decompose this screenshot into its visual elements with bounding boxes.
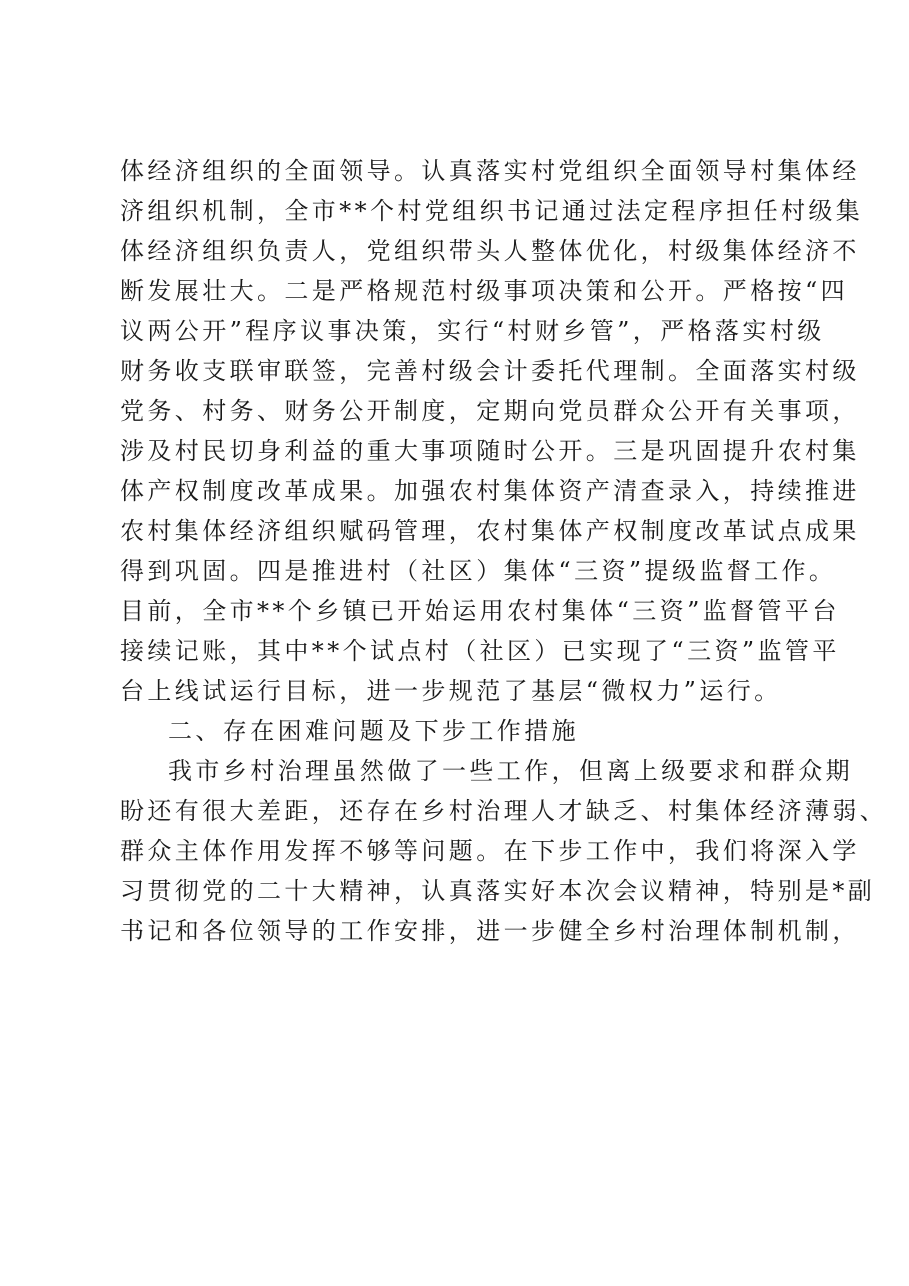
text-line: 济组织机制，全市**个村党组织书记通过法定程序担任村级集 bbox=[120, 197, 864, 225]
text-line: 党务、村务、财务公开制度，定期向党员群众公开有关事项， bbox=[120, 397, 860, 425]
text-line: 台上线试运行目标，进一步规范了基层“微权力”运行。 bbox=[120, 677, 782, 705]
text-line: 盼还有很大差距，还存在乡村治理人才缺乏、村集体经济薄弱、 bbox=[120, 797, 888, 825]
text-line: 目前，全市**个乡镇已开始运用农村集体“三资”监督管平台 bbox=[120, 597, 840, 625]
text-line: 接续记账，其中**个试点村（社区）已实现了“三资”监管平 bbox=[120, 637, 840, 665]
text-line: 得到巩固。四是推进村（社区）集体“三资”提级监督工作。 bbox=[120, 557, 837, 585]
text-line: 体经济组织负责人，党组织带头人整体优化，村级集体经济不 bbox=[120, 237, 860, 265]
text-line: 涉及村民切身利益的重大事项随时公开。三是巩固提升农村集 bbox=[120, 437, 860, 465]
text-line: 断发展壮大。二是严格规范村级事项决策和公开。严格按“四 bbox=[120, 277, 849, 305]
section-heading: 二、存在困难问题及下步工作措施 bbox=[168, 717, 579, 745]
text-line: 书记和各位领导的工作安排，进一步健全乡村治理体制机制， bbox=[120, 917, 860, 945]
text-line: 习贯彻党的二十大精神，认真落实好本次会议精神，特别是*副 bbox=[120, 877, 876, 905]
text-line: 财务收支联审联签，完善村级会计委托代理制。全面落实村级 bbox=[120, 357, 860, 385]
text-line: 体经济组织的全面领导。认真落实村党组织全面领导村集体经 bbox=[120, 157, 860, 185]
text-line: 我市乡村治理虽然做了一些工作，但离上级要求和群众期 bbox=[168, 757, 853, 785]
text-line: 议两公开”程序议事决策，实行“村财乡管”，严格落实村级 bbox=[120, 317, 825, 345]
text-line: 体产权制度改革成果。加强农村集体资产清查录入，持续推进 bbox=[120, 477, 860, 505]
text-line: 群众主体作用发挥不够等问题。在下步工作中，我们将深入学 bbox=[120, 837, 860, 865]
text-line: 农村集体经济组织赋码管理，农村集体产权制度改革试点成果 bbox=[120, 517, 860, 545]
